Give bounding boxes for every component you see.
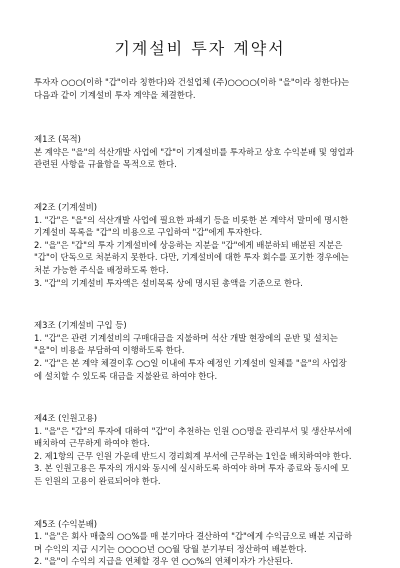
article-heading: 제2조 (기계설비): [34, 201, 98, 212]
article-line: 처분 가능한 주식을 배정하도록 한다.: [34, 264, 169, 275]
article-line: 1. "갑"은 "을"의 석산개발 사업에 필요한 파쇄기 등을 비롯한 본 계약서 말미에 명시한: [34, 214, 349, 225]
article-line: 며 수익의 지급 시기는 ○○○○년 ○○월 당월 분기부터 정산하여 배분한다.: [34, 543, 307, 554]
document-body: [34, 76, 370, 568]
article-1: [34, 133, 370, 171]
article-heading: 제4조 (인원고용): [34, 413, 98, 424]
article-5: [34, 518, 370, 568]
article-line: "을"이 비용을 부담하여 이행하도록 한다.: [34, 345, 185, 356]
article-line: 2. "을"은 "갑"의 투자 기계설비에 상응하는 지분을 "갑"에게 배분하되 배분된 지분은: [34, 239, 343, 250]
article-line: 본 계약은 "을"의 석산개발 사업에 "갑"이 기계설비를 투자하고 상호 수익분배 및 영업과: [34, 146, 354, 157]
article-3: [34, 319, 370, 382]
article-line: 3. "갑"의 기계설비 투자액은 설비목록 상에 명시된 총액을 기준으로 한다.: [34, 277, 303, 288]
intro-line: 투자자 ○○○(이하 "갑"이라 칭한다)와 건설업체 (주)○○○○(이하 "을"이라 칭한다)는: [34, 77, 350, 87]
article-line: 2. "갑"은 본 계약 체결이후 ○○일 이내에 투자 예정인 기계설비 일체를 "을"의 사업장: [34, 357, 347, 368]
article-4: [34, 412, 370, 488]
article-2: [34, 201, 370, 289]
article-line: 1. "을"은 회사 매출의 ○○%를 매 분기마다 결산하여 "갑"에게 수익금으로 배분 지급하: [34, 531, 352, 542]
article-heading: 제3조 (기계설비 구입 등): [34, 320, 127, 331]
article-line: 2. 제1항의 근무 인원 가운데 반드시 경리회계 부서에 근무하는 1인을 배치하여야 한다.: [34, 450, 352, 461]
article-line: 에 설치할 수 있도록 대금을 지불완료 하여야 한다.: [34, 370, 218, 381]
article-heading: 제1조 (목적): [34, 134, 81, 145]
intro-paragraph: [34, 76, 370, 101]
article-line: 1. "갑"은 관련 기계설비의 구매대금을 지불하며 석산 개발 현장에의 운반 및 설치는: [34, 332, 338, 343]
article-line: 3. 본 인원고용은 투자의 개시와 동시에 실시하도록 하여야 하며 투자 종료와 동시에 모: [34, 463, 350, 474]
article-line: 1. "을"은 "갑"의 투자에 대하여 "갑"이 추천하는 인원 ○○명을 관리부서 및 생산부서에: [34, 425, 352, 436]
document-title: 기계설비 투자 계약서: [114, 39, 286, 58]
article-line: 기계설비 목록을 "갑"의 비용으로 구입하여 "갑"에게 투자한다.: [34, 227, 263, 238]
article-line: 관련된 사항을 규율함을 목적으로 한다.: [34, 159, 177, 170]
article-heading: 제5조 (수익분배): [34, 518, 98, 529]
article-line: 든 인원의 고용이 완료되어야 한다.: [34, 476, 161, 487]
article-line: 2. "을"이 수익의 지급을 연체할 경우 연 ○○%의 연체이자가 가산된다.: [34, 556, 294, 567]
article-line: 배치하여 근무하게 하여야 한다.: [34, 438, 150, 449]
intro-line: 다음과 같이 기계설비 투자 계약을 체결한다.: [34, 89, 196, 100]
article-line: "갑"이 단독으로 처분하지 못한다. 다만, 기계설비에 대한 투자 회수를 포기한 경우에는: [34, 252, 349, 263]
